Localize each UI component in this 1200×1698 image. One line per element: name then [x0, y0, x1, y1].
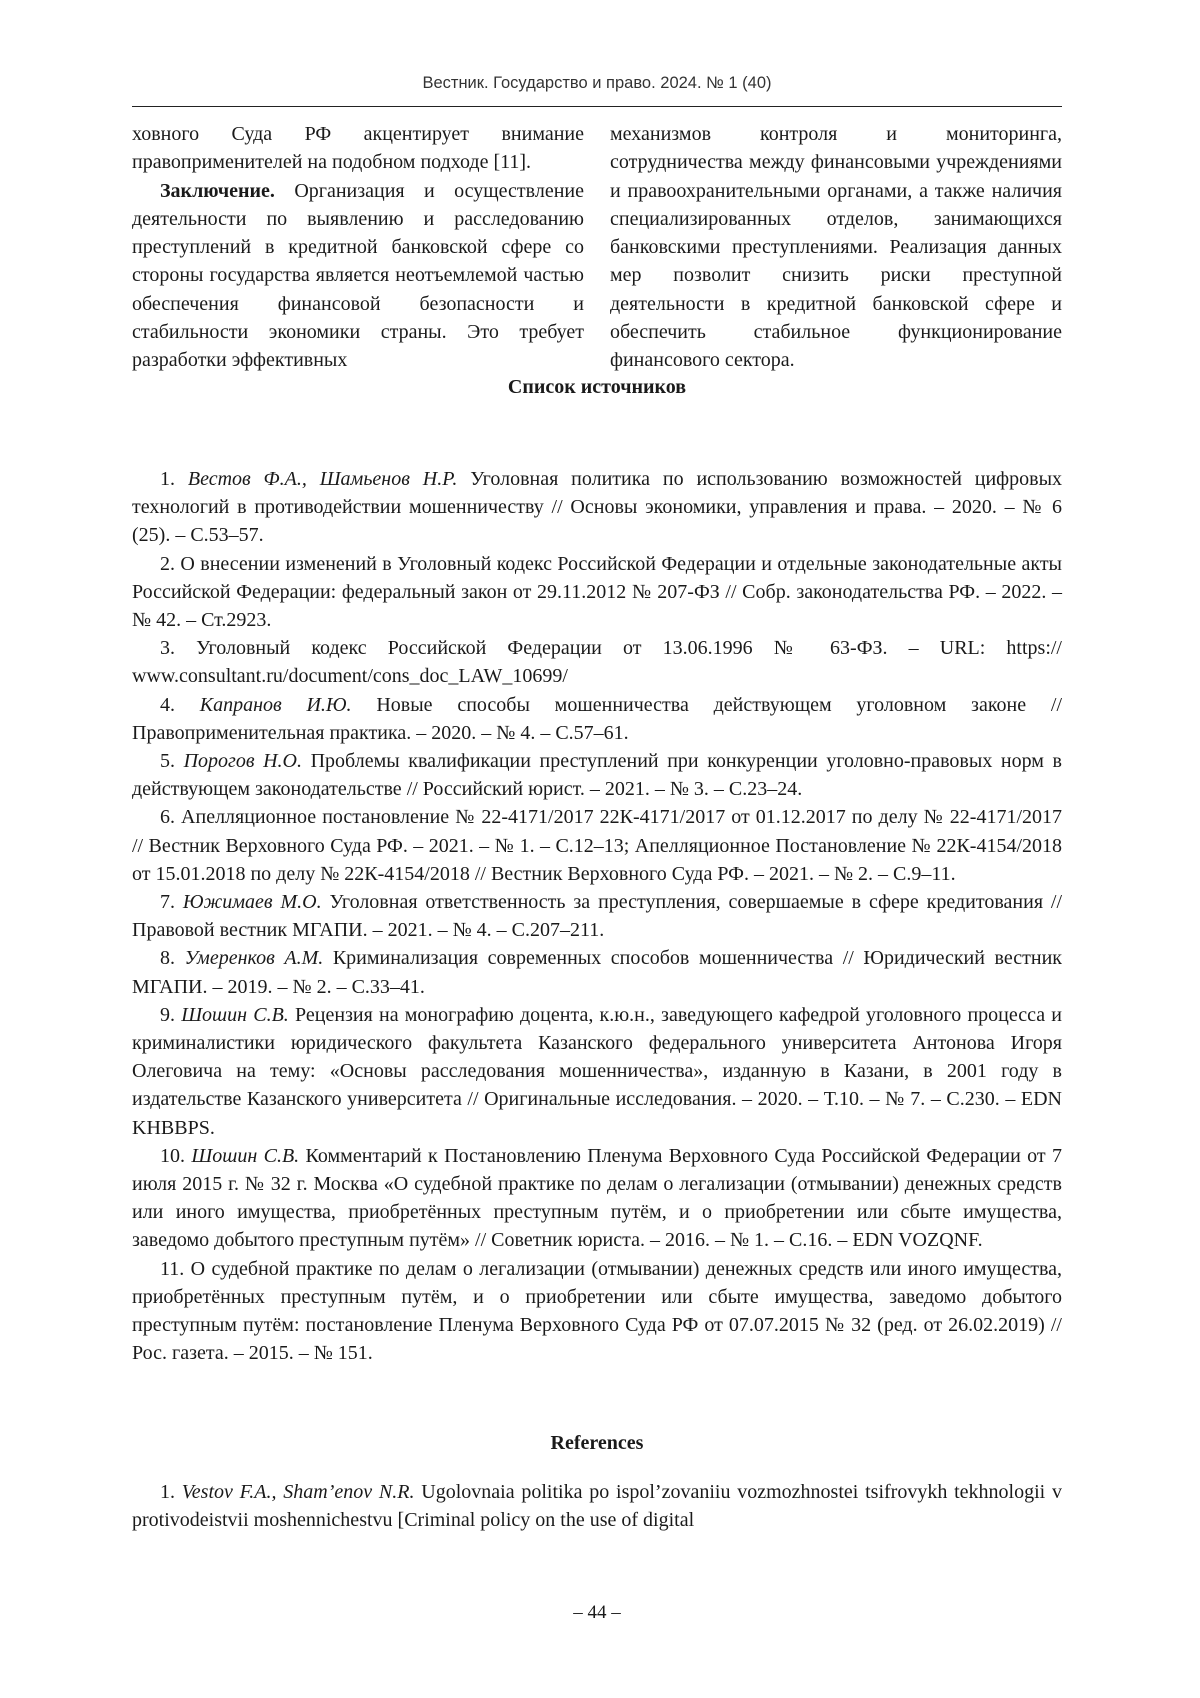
list-item	[132, 1255, 1062, 1368]
conclusion-text: Организация и осуществление деятельности по выявлению и расследованию преступлений в кредитной банковской сфере со стороны государства является неотъемлемой частью обеспечения финансовой безопасности и стабильности экономики страны. Это требует разработки эффективных	[132, 179, 584, 372]
item-number: 11.	[160, 1257, 191, 1280]
header-rule	[132, 106, 1062, 107]
item-author: Шошин С.В.	[181, 1003, 289, 1026]
item-author: Vestov F.A., Sham’enov N.R.	[181, 1481, 415, 1503]
item-number: 9.	[160, 1003, 182, 1026]
item-number: 10.	[160, 1144, 192, 1167]
item-author: Вестов Ф.А., Шамьенов Н.Р.	[187, 468, 458, 490]
item-number: 6.	[160, 806, 182, 829]
item-author: Порогов Н.О.	[183, 750, 302, 773]
list-item	[132, 1478, 1062, 1534]
list-item	[132, 691, 1062, 747]
item-author: Шошин С.В.	[191, 1144, 300, 1167]
list-item	[132, 1142, 1062, 1255]
references-list	[132, 1478, 1062, 1534]
item-text: Уголовный кодекс Российской Федерации от 13.06.1996 № 63-ФЗ. – URL: https:// www.consultant.ru/document/cons_doc_LAW_10699/	[132, 637, 1062, 688]
item-text: Ugolovnaia politika po ispol’zovaniiu vozmozhnostei tsifrovykh tekhnologii v protivodeistvii moshennichestvu [Criminal policy on the use of digital	[132, 1481, 1062, 1532]
item-author: Умеренков А.М.	[184, 947, 324, 970]
item-number: 3.	[160, 637, 197, 660]
item-text: Уголовная политика по использованию возможностей цифровых технологий в противодействии мошенничеству // Основы экономики, управления и права. – 2020. – № 6 (25). – С.53–57.	[132, 468, 1063, 547]
list-item	[132, 465, 1062, 550]
list-item	[132, 803, 1062, 888]
right-paragraph: механизмов контроля и мониторинга, сотрудничества между финансовыми учреждениями и правоохранительными органами, а также наличия специализированных отделов, занимающихся банковскими преступлениями. Реализация данных мер позволит снизить риски преступной деятельности в кредитной банковской сфере и обеспечить стабильное функционирование финансового сектора.	[610, 123, 1062, 372]
list-item	[132, 888, 1062, 944]
item-text: Новые способы мошенничества действующем уголовном законе // Правоприменительная практика. – 2020. – № 4. – С.57–61.	[132, 693, 1062, 744]
item-number: 7.	[160, 891, 183, 914]
item-number: 5.	[160, 750, 184, 773]
item-number: 8.	[160, 947, 185, 970]
item-text: Проблемы квалификации преступлений при конкуренции уголовно-правовых норм в действующем законодательстве // Российский юрист. – 2021. – № 3. – С.23–24.	[132, 750, 1062, 801]
journal-header: Вестник. Государство и право. 2024. № 1 (40)	[422, 74, 772, 92]
references-title: References	[550, 1432, 644, 1454]
item-number: 1.	[160, 1481, 182, 1503]
list-item	[132, 550, 1062, 635]
item-text: О судебной практике по делам о легализации (отмывании) денежных средств или иного имущества, приобретённых преступным путём, и о приобретении или сбыте имущества, заведомо добытого преступным путём: постановление Пленума Верховного Суда РФ от 07.07.2015 № 32 (ред. от 26.02.2019) // Рос. газета. – 2015. – № 151.	[132, 1257, 1062, 1365]
page-number: – 44 –	[573, 1602, 621, 1623]
conclusion-label: Заключение.	[160, 179, 275, 202]
item-text: Криминализация современных способов мошенничества // Юридический вестник МГАПИ. – 2019. – № 2. – С.33–41.	[132, 947, 1062, 998]
list-item	[132, 634, 1062, 690]
item-text: Уголовная ответственность за преступления, совершаемые в сфере кредитования // Правовой вестник МГАПИ. – 2021. – № 4. – С.207–211.	[132, 891, 1063, 942]
item-author: Капранов И.Ю.	[199, 693, 352, 716]
item-text: О внесении изменений в Уголовный кодекс Российской Федерации и отдельные законодательные акты Российской Федерации: федеральный закон от 29.11.2012 № 207-ФЗ // Собр. законодательства РФ. – 2022. – № 42. – Ст.2923.	[132, 552, 1062, 632]
item-author: Южимаев М.О.	[182, 891, 322, 914]
list-item	[132, 944, 1062, 1000]
right-column	[610, 120, 1062, 375]
item-number: 1.	[160, 468, 188, 490]
item-number: 4.	[160, 693, 200, 716]
sources-list	[132, 465, 1062, 1368]
left-paragraph-continuation: ховного Суда РФ акцентирует внимание правоприменителей на подобном подходе [11].	[132, 123, 584, 174]
item-text: Рецензия на монографию доцента, к.ю.н., заведующего кафедрой уголовного процесса и криминалистики юридического факультета Казанского федерального университета Антонова Игоря Олеговича на тему: «Основы расследования мошенничества», изданную в Казани, в 2001 году в издательстве Казанского университета // Оригинальные исследования. – 2020. – Т.10. – № 7. – С.230. – EDN KHBBPS.	[132, 1003, 1062, 1139]
list-item	[132, 1001, 1062, 1142]
sources-title: Список источников	[507, 376, 687, 398]
item-text: Комментарий к Постановлению Пленума Верховного Суда Российской Федерации от 7 июля 2015 г. № 32 г. Москва «О судебной практике по делам о легализации (отмывании) денежных средств или иного имущества, приобретённых преступным путём, и о приобретении или сбыте имущества, заведомо добытого преступным путём» // Советник юриста. – 2016. – № 1. – С.16. – EDN VOZQNF.	[132, 1144, 1063, 1252]
conclusion-paragraph	[132, 177, 584, 375]
left-column	[132, 120, 584, 375]
item-number: 2.	[160, 552, 181, 575]
list-item	[132, 747, 1062, 803]
item-text: Апелляционное постановление № 22-4171/2017 22К-4171/2017 от 01.12.2017 по делу № 22-4171/2017 // Вестник Верховного Суда РФ. – 2021. – № 1. – С.12–13; Апелляционное Постановление № 22К-4154/2018 от 15.01.2018 по делу № 22К-4154/2018 // Вестник Верховного Суда РФ. – 2021. – № 2. – С.9–11.	[132, 806, 1062, 885]
